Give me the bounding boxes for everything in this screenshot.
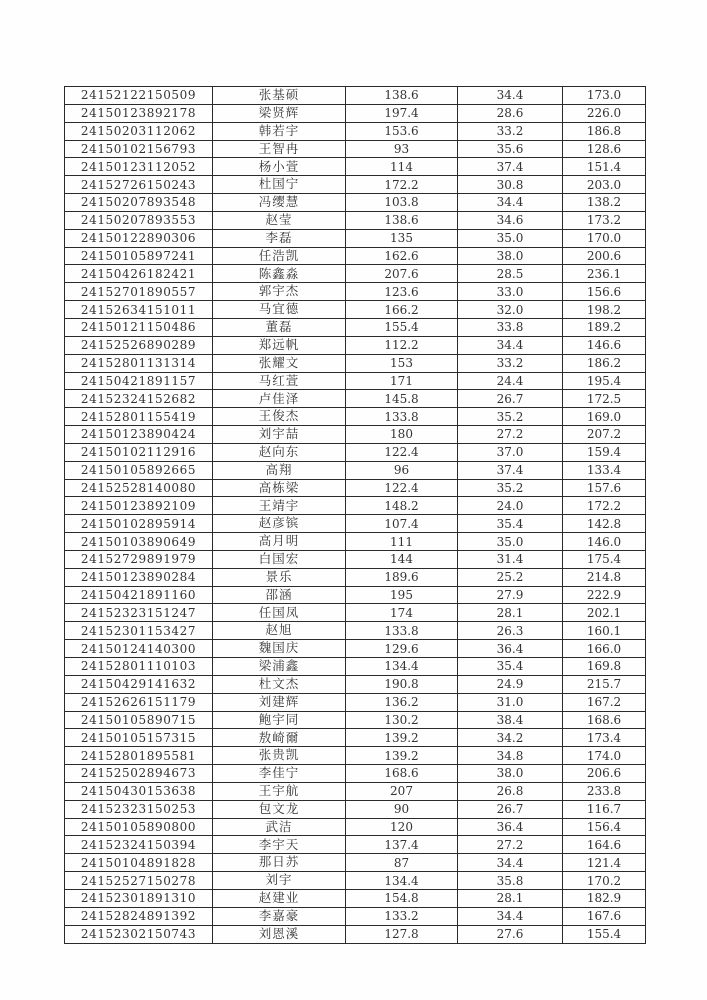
exam-id-cell: 24150105892665 [65, 461, 213, 479]
candidate-name-cell: 杨小萱 [213, 158, 346, 176]
table-row [65, 747, 646, 765]
table-row [65, 390, 646, 408]
written-score-cell: 114 [346, 158, 458, 176]
interview-score-cell: 35.8 [458, 872, 563, 890]
table-row [65, 354, 646, 372]
exam-id-cell: 24152324152682 [65, 390, 213, 408]
total-score-cell: 186.8 [563, 122, 646, 140]
table-row [65, 854, 646, 872]
table-row [65, 372, 646, 390]
exam-id-cell: 24152301153427 [65, 622, 213, 640]
total-score-cell: 170.0 [563, 229, 646, 247]
written-score-cell: 139.2 [346, 729, 458, 747]
candidate-name-cell: 冯缨慧 [213, 194, 346, 212]
interview-score-cell: 34.6 [458, 211, 563, 229]
written-score-cell: 93 [346, 140, 458, 158]
candidate-name-cell: 刘恩溪 [213, 925, 346, 943]
total-score-cell: 207.2 [563, 426, 646, 444]
exam-id-cell: 24152302150743 [65, 925, 213, 943]
interview-score-cell: 35.2 [458, 408, 563, 426]
candidate-name-cell: 陈鑫淼 [213, 265, 346, 283]
table-row [65, 675, 646, 693]
table-row [65, 158, 646, 176]
written-score-cell: 148.2 [346, 497, 458, 515]
exam-id-cell: 24152634151011 [65, 301, 213, 319]
candidate-name-cell: 高月明 [213, 533, 346, 551]
interview-score-cell: 28.1 [458, 604, 563, 622]
written-score-cell: 111 [346, 533, 458, 551]
exam-id-cell: 24150103890649 [65, 533, 213, 551]
written-score-cell: 96 [346, 461, 458, 479]
written-score-cell: 133.8 [346, 622, 458, 640]
table-row [65, 283, 646, 301]
interview-score-cell: 36.4 [458, 640, 563, 658]
written-score-cell: 189.6 [346, 568, 458, 586]
interview-score-cell: 34.4 [458, 854, 563, 872]
interview-score-cell: 38.0 [458, 765, 563, 783]
total-score-cell: 169.0 [563, 408, 646, 426]
total-score-cell: 182.9 [563, 889, 646, 907]
total-score-cell: 226.0 [563, 104, 646, 122]
interview-score-cell: 35.0 [458, 533, 563, 551]
exam-id-cell: 24150105890800 [65, 818, 213, 836]
exam-id-cell: 24152801155419 [65, 408, 213, 426]
candidate-name-cell: 张耀文 [213, 354, 346, 372]
table-row [65, 800, 646, 818]
written-score-cell: 139.2 [346, 747, 458, 765]
candidate-name-cell: 魏国庆 [213, 640, 346, 658]
written-score-cell: 134.4 [346, 658, 458, 676]
table-row [65, 301, 646, 319]
written-score-cell: 134.4 [346, 872, 458, 890]
total-score-cell: 206.6 [563, 765, 646, 783]
total-score-cell: 186.2 [563, 354, 646, 372]
table-row [65, 640, 646, 658]
candidate-name-cell: 赵旭 [213, 622, 346, 640]
table-row [65, 889, 646, 907]
candidate-name-cell: 马宜德 [213, 301, 346, 319]
interview-score-cell: 33.8 [458, 318, 563, 336]
interview-score-cell: 34.2 [458, 729, 563, 747]
exam-id-cell: 24152527150278 [65, 872, 213, 890]
written-score-cell: 103.8 [346, 194, 458, 212]
exam-id-cell: 24150122890306 [65, 229, 213, 247]
exam-id-cell: 24152301891310 [65, 889, 213, 907]
exam-id-cell: 24152801110103 [65, 658, 213, 676]
candidate-name-cell: 梁浦鑫 [213, 658, 346, 676]
candidate-name-cell: 郑远帆 [213, 336, 346, 354]
candidate-name-cell: 高翔 [213, 461, 346, 479]
exam-id-cell: 24152526890289 [65, 336, 213, 354]
written-score-cell: 180 [346, 426, 458, 444]
interview-score-cell: 24.4 [458, 372, 563, 390]
exam-id-cell: 24150123892178 [65, 104, 213, 122]
written-score-cell: 138.6 [346, 87, 458, 105]
table-row [65, 318, 646, 336]
written-score-cell: 144 [346, 550, 458, 568]
table-row [65, 479, 646, 497]
exam-id-cell: 24150123892109 [65, 497, 213, 515]
total-score-cell: 175.4 [563, 550, 646, 568]
table-row [65, 515, 646, 533]
total-score-cell: 173.0 [563, 87, 646, 105]
interview-score-cell: 34.8 [458, 747, 563, 765]
candidate-name-cell: 杜国宁 [213, 176, 346, 194]
candidate-name-cell: 杜文杰 [213, 675, 346, 693]
interview-score-cell: 38.4 [458, 711, 563, 729]
written-score-cell: 153 [346, 354, 458, 372]
interview-score-cell: 34.4 [458, 336, 563, 354]
exam-id-cell: 24150123112052 [65, 158, 213, 176]
interview-score-cell: 35.2 [458, 479, 563, 497]
interview-score-cell: 30.8 [458, 176, 563, 194]
exam-id-cell: 24152701890557 [65, 283, 213, 301]
exam-id-cell: 24150207893553 [65, 211, 213, 229]
interview-score-cell: 28.6 [458, 104, 563, 122]
written-score-cell: 145.8 [346, 390, 458, 408]
interview-score-cell: 26.3 [458, 622, 563, 640]
written-score-cell: 197.4 [346, 104, 458, 122]
table-row [65, 211, 646, 229]
candidate-name-cell: 白国宏 [213, 550, 346, 568]
written-score-cell: 174 [346, 604, 458, 622]
total-score-cell: 121.4 [563, 854, 646, 872]
exam-id-cell: 24150124140300 [65, 640, 213, 658]
interview-score-cell: 33.0 [458, 283, 563, 301]
table-row [65, 408, 646, 426]
exam-id-cell: 24150105157315 [65, 729, 213, 747]
interview-score-cell: 37.4 [458, 158, 563, 176]
total-score-cell: 202.1 [563, 604, 646, 622]
exam-id-cell: 24152323151247 [65, 604, 213, 622]
table-row [65, 818, 646, 836]
table-row [65, 586, 646, 604]
written-score-cell: 122.4 [346, 479, 458, 497]
exam-id-cell: 24152528140080 [65, 479, 213, 497]
candidate-name-cell: 王靖宇 [213, 497, 346, 515]
total-score-cell: 200.6 [563, 247, 646, 265]
exam-id-cell: 24152323150253 [65, 800, 213, 818]
exam-id-cell: 24150430153638 [65, 782, 213, 800]
written-score-cell: 130.2 [346, 711, 458, 729]
candidate-name-cell: 梁贤辉 [213, 104, 346, 122]
interview-score-cell: 35.4 [458, 515, 563, 533]
interview-score-cell: 27.9 [458, 586, 563, 604]
total-score-cell: 233.8 [563, 782, 646, 800]
total-score-cell: 157.6 [563, 479, 646, 497]
table-row [65, 907, 646, 925]
table-row [65, 247, 646, 265]
written-score-cell: 122.4 [346, 443, 458, 461]
candidate-name-cell: 刘建辉 [213, 693, 346, 711]
written-score-cell: 153.6 [346, 122, 458, 140]
candidate-name-cell: 任国凤 [213, 604, 346, 622]
written-score-cell: 120 [346, 818, 458, 836]
candidate-name-cell: 李磊 [213, 229, 346, 247]
candidate-name-cell: 李嘉豪 [213, 907, 346, 925]
interview-score-cell: 36.4 [458, 818, 563, 836]
written-score-cell: 171 [346, 372, 458, 390]
candidate-name-cell: 王俊杰 [213, 408, 346, 426]
interview-score-cell: 37.0 [458, 443, 563, 461]
candidate-name-cell: 王智冉 [213, 140, 346, 158]
interview-score-cell: 27.2 [458, 426, 563, 444]
exam-id-cell: 24150121150486 [65, 318, 213, 336]
interview-score-cell: 25.2 [458, 568, 563, 586]
total-score-cell: 156.4 [563, 818, 646, 836]
total-score-cell: 156.6 [563, 283, 646, 301]
total-score-cell: 189.2 [563, 318, 646, 336]
interview-score-cell: 24.9 [458, 675, 563, 693]
exam-id-cell: 24150421891160 [65, 586, 213, 604]
interview-score-cell: 33.2 [458, 122, 563, 140]
candidate-name-cell: 刘宇 [213, 872, 346, 890]
candidate-name-cell: 张贵凯 [213, 747, 346, 765]
table-row [65, 426, 646, 444]
table-row [65, 104, 646, 122]
total-score-cell: 116.7 [563, 800, 646, 818]
total-score-cell: 174.0 [563, 747, 646, 765]
candidate-name-cell: 李佳宁 [213, 765, 346, 783]
exam-id-cell: 24150105897241 [65, 247, 213, 265]
candidate-name-cell: 王宇航 [213, 782, 346, 800]
exam-id-cell: 24152824891392 [65, 907, 213, 925]
written-score-cell: 137.4 [346, 836, 458, 854]
exam-id-cell: 24150207893548 [65, 194, 213, 212]
written-score-cell: 123.6 [346, 283, 458, 301]
total-score-cell: 173.2 [563, 211, 646, 229]
candidate-name-cell: 赵向东 [213, 443, 346, 461]
interview-score-cell: 35.0 [458, 229, 563, 247]
written-score-cell: 207.6 [346, 265, 458, 283]
exam-id-cell: 24150102112916 [65, 443, 213, 461]
table-row [65, 533, 646, 551]
total-score-cell: 169.8 [563, 658, 646, 676]
written-score-cell: 90 [346, 800, 458, 818]
exam-id-cell: 24152324150394 [65, 836, 213, 854]
interview-score-cell: 28.5 [458, 265, 563, 283]
total-score-cell: 155.4 [563, 925, 646, 943]
table-row [65, 925, 646, 943]
table-row [65, 550, 646, 568]
written-score-cell: 112.2 [346, 336, 458, 354]
total-score-cell: 164.6 [563, 836, 646, 854]
exam-id-cell: 24152122150509 [65, 87, 213, 105]
total-score-cell: 168.6 [563, 711, 646, 729]
interview-score-cell: 27.2 [458, 836, 563, 854]
written-score-cell: 155.4 [346, 318, 458, 336]
total-score-cell: 151.4 [563, 158, 646, 176]
total-score-cell: 167.6 [563, 907, 646, 925]
candidate-name-cell: 景乐 [213, 568, 346, 586]
table-row [65, 265, 646, 283]
total-score-cell: 195.4 [563, 372, 646, 390]
exam-id-cell: 24150203112062 [65, 122, 213, 140]
interview-score-cell: 28.1 [458, 889, 563, 907]
table-row [65, 729, 646, 747]
exam-id-cell: 24152726150243 [65, 176, 213, 194]
interview-score-cell: 35.4 [458, 658, 563, 676]
written-score-cell: 127.8 [346, 925, 458, 943]
candidate-name-cell: 郭宇杰 [213, 283, 346, 301]
candidate-name-cell: 武洁 [213, 818, 346, 836]
table-row [65, 658, 646, 676]
written-score-cell: 133.8 [346, 408, 458, 426]
interview-score-cell: 35.6 [458, 140, 563, 158]
candidate-name-cell: 邵涵 [213, 586, 346, 604]
table-row [65, 711, 646, 729]
table-row [65, 765, 646, 783]
total-score-cell: 142.8 [563, 515, 646, 533]
written-score-cell: 87 [346, 854, 458, 872]
interview-score-cell: 34.4 [458, 87, 563, 105]
table-row [65, 872, 646, 890]
table-row [65, 336, 646, 354]
written-score-cell: 129.6 [346, 640, 458, 658]
candidate-name-cell: 卢佳泽 [213, 390, 346, 408]
table-row [65, 693, 646, 711]
interview-score-cell: 31.0 [458, 693, 563, 711]
total-score-cell: 203.0 [563, 176, 646, 194]
written-score-cell: 172.2 [346, 176, 458, 194]
total-score-cell: 146.6 [563, 336, 646, 354]
table-row [65, 194, 646, 212]
interview-score-cell: 27.6 [458, 925, 563, 943]
candidate-name-cell: 李宇天 [213, 836, 346, 854]
exam-id-cell: 24152801131314 [65, 354, 213, 372]
total-score-cell: 128.6 [563, 140, 646, 158]
candidate-name-cell: 敖崎爾 [213, 729, 346, 747]
written-score-cell: 154.8 [346, 889, 458, 907]
exam-id-cell: 24150123890424 [65, 426, 213, 444]
candidate-name-cell: 赵建业 [213, 889, 346, 907]
interview-score-cell: 24.0 [458, 497, 563, 515]
written-score-cell: 107.4 [346, 515, 458, 533]
written-score-cell: 133.2 [346, 907, 458, 925]
written-score-cell: 190.8 [346, 675, 458, 693]
table-row [65, 140, 646, 158]
total-score-cell: 133.4 [563, 461, 646, 479]
table-row [65, 87, 646, 105]
table-row [65, 122, 646, 140]
table-row [65, 604, 646, 622]
total-score-cell: 170.2 [563, 872, 646, 890]
candidate-name-cell: 包文龙 [213, 800, 346, 818]
interview-score-cell: 33.2 [458, 354, 563, 372]
table-row [65, 229, 646, 247]
table-row [65, 568, 646, 586]
total-score-cell: 159.4 [563, 443, 646, 461]
interview-score-cell: 34.4 [458, 194, 563, 212]
written-score-cell: 138.6 [346, 211, 458, 229]
total-score-cell: 146.0 [563, 533, 646, 551]
candidate-name-cell: 马红萱 [213, 372, 346, 390]
total-score-cell: 222.9 [563, 586, 646, 604]
exam-id-cell: 24152502894673 [65, 765, 213, 783]
table-row [65, 782, 646, 800]
total-score-cell: 215.7 [563, 675, 646, 693]
total-score-cell: 138.2 [563, 194, 646, 212]
exam-id-cell: 24150102895914 [65, 515, 213, 533]
exam-id-cell: 24150429141632 [65, 675, 213, 693]
total-score-cell: 198.2 [563, 301, 646, 319]
candidate-name-cell: 高栋梁 [213, 479, 346, 497]
candidate-name-cell: 刘宇喆 [213, 426, 346, 444]
table-row [65, 461, 646, 479]
total-score-cell: 236.1 [563, 265, 646, 283]
table-row [65, 497, 646, 515]
interview-score-cell: 38.0 [458, 247, 563, 265]
candidate-name-cell: 任浩凯 [213, 247, 346, 265]
candidate-name-cell: 那日苏 [213, 854, 346, 872]
written-score-cell: 135 [346, 229, 458, 247]
total-score-cell: 173.4 [563, 729, 646, 747]
score-table [64, 86, 646, 944]
table-row [65, 622, 646, 640]
interview-score-cell: 34.4 [458, 907, 563, 925]
table-row [65, 836, 646, 854]
candidate-name-cell: 张基硕 [213, 87, 346, 105]
interview-score-cell: 32.0 [458, 301, 563, 319]
candidate-name-cell: 赵莹 [213, 211, 346, 229]
written-score-cell: 162.6 [346, 247, 458, 265]
table-row [65, 176, 646, 194]
table-row [65, 443, 646, 461]
total-score-cell: 172.2 [563, 497, 646, 515]
exam-id-cell: 24150104891828 [65, 854, 213, 872]
interview-score-cell: 37.4 [458, 461, 563, 479]
candidate-name-cell: 鲍宇同 [213, 711, 346, 729]
written-score-cell: 207 [346, 782, 458, 800]
total-score-cell: 160.1 [563, 622, 646, 640]
interview-score-cell: 31.4 [458, 550, 563, 568]
interview-score-cell: 26.7 [458, 800, 563, 818]
candidate-name-cell: 赵彦镔 [213, 515, 346, 533]
interview-score-cell: 26.7 [458, 390, 563, 408]
exam-id-cell: 24150123890284 [65, 568, 213, 586]
interview-score-cell: 26.8 [458, 782, 563, 800]
written-score-cell: 136.2 [346, 693, 458, 711]
total-score-cell: 172.5 [563, 390, 646, 408]
total-score-cell: 166.0 [563, 640, 646, 658]
written-score-cell: 166.2 [346, 301, 458, 319]
total-score-cell: 214.8 [563, 568, 646, 586]
exam-id-cell: 24150105890715 [65, 711, 213, 729]
written-score-cell: 168.6 [346, 765, 458, 783]
candidate-name-cell: 董磊 [213, 318, 346, 336]
score-table-body [65, 87, 646, 944]
total-score-cell: 167.2 [563, 693, 646, 711]
exam-id-cell: 24150421891157 [65, 372, 213, 390]
exam-id-cell: 24152626151179 [65, 693, 213, 711]
exam-id-cell: 24152801895581 [65, 747, 213, 765]
exam-id-cell: 24152729891979 [65, 550, 213, 568]
candidate-name-cell: 韩若宇 [213, 122, 346, 140]
written-score-cell: 195 [346, 586, 458, 604]
exam-id-cell: 24150102156793 [65, 140, 213, 158]
exam-id-cell: 24150426182421 [65, 265, 213, 283]
